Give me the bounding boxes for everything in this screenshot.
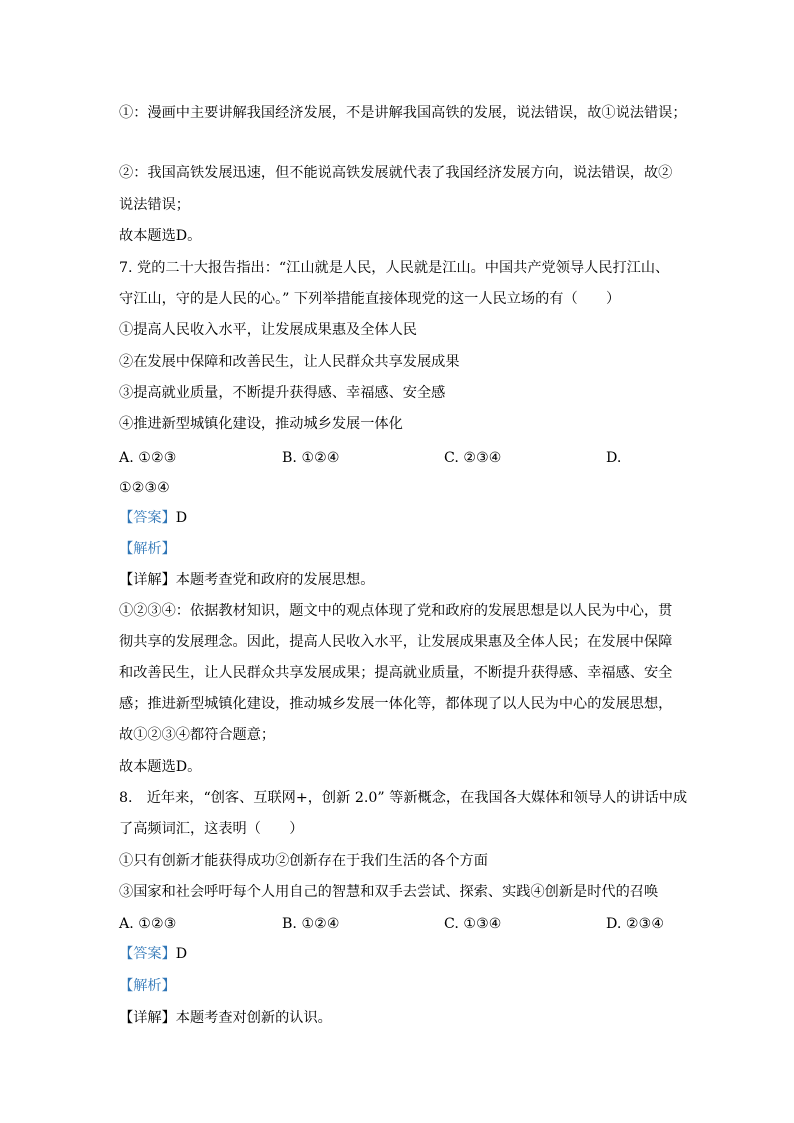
q7-option-c: C. ②③④ [444,450,502,466]
q7-answer [119,508,187,528]
q7-explanation-3: 和改善民生，让人民群众共享发展成果；提高就业质量，不断提升获得感、幸福感、安全 [119,665,673,681]
q7-detail [119,570,374,590]
q8-analysis-tag: 【解析】 [119,978,176,994]
conclusion-7: 故本题选D。 [119,759,202,775]
detail-text: 本题考查对创新的认识。 [175,1010,332,1026]
q7-statement-3: ③提高就业质量，不断提升获得感、幸福感、安全感 [119,385,446,401]
answer-value: D [175,510,188,526]
detail-tag: 【详解】 [119,572,176,588]
conclusion-6: 故本题选D。 [119,228,202,244]
q8-option-a: A. ①②③ [119,916,177,932]
q7-statement-4: ④推进新型城镇化建设，推动城乡发展一体化 [119,416,403,432]
q8-detail [119,1008,332,1028]
q7-explanation-2: 彻共享的发展理念。因此，提高人民收入水平，让发展成果惠及全体人民；在发展中保障 [119,634,673,650]
question-8-stem-cont: 了高频词汇，这表明（ ） [119,821,304,837]
q8-statements-1-2: ①只有创新才能获得成功②创新存在于我们生活的各个方面 [119,853,488,869]
question-7-stem: 7. 党的二十大报告指出：“江山就是人民，人民就是江山。中国共产党领导人民打江山、 [119,260,670,276]
q7-option-d: D. [606,450,622,466]
q8-option-d: D. ②③④ [606,916,665,932]
q7-option-d-cont: ①②③④ [119,480,170,496]
detail-text: 本题考查党和政府的发展思想。 [175,572,375,588]
q7-statement-1: ①提高人民收入水平，让发展成果惠及全体人民 [119,322,417,338]
q8-answer [119,944,187,964]
detail-tag: 【详解】 [119,1010,176,1026]
q7-explanation-1: ①②③④：依据教材知识，题文中的观点体现了党和政府的发展思想是以人民为中心，贯 [119,603,673,619]
q8-option-b: B. ①②④ [282,916,340,932]
q7-explanation-5: 故①②③④都符合题意； [119,727,276,743]
q7-option-a: A. ①②③ [119,450,177,466]
answer-tag: 【答案】 [119,510,176,526]
answer-tag: 【答案】 [119,946,176,962]
q8-option-c: C. ①③④ [444,916,502,932]
answer-value: D [175,946,188,962]
explanation-item-2-cont: 说法错误； [119,197,190,213]
q7-statement-2: ②在发展中保障和改善民生，让人民群众共享发展成果 [119,354,460,370]
q7-analysis-tag: 【解析】 [119,541,176,557]
question-8-stem: 8. 近年来，“创客、互联网+，创新 2.0” 等新概念，在我国各大媒体和领导人的讲话中成 [119,790,688,806]
explanation-item-1: ①：漫画中主要讲解我国经济发展，不是讲解我国高铁的发展，说法错误，故①说法错误； [119,105,687,121]
q7-explanation-4: 感；推进新型城镇化建设，推动城乡发展一体化等，都体现了以人民为中心的发展思想， [119,696,673,712]
explanation-item-2: ②：我国高铁发展迅速，但不能说高铁发展就代表了我国经济发展方向，说法错误，故② [119,165,673,181]
q7-option-b: B. ①②④ [282,450,340,466]
question-7-stem-cont: 守江山，守的是人民的心。” 下列举措能直接体现党的这一人民立场的有（ ） [119,291,621,307]
q8-statements-3-4: ③国家和社会呼吁每个人用自己的智慧和双手去尝试、探索、实践④创新是时代的召唤 [119,884,659,900]
